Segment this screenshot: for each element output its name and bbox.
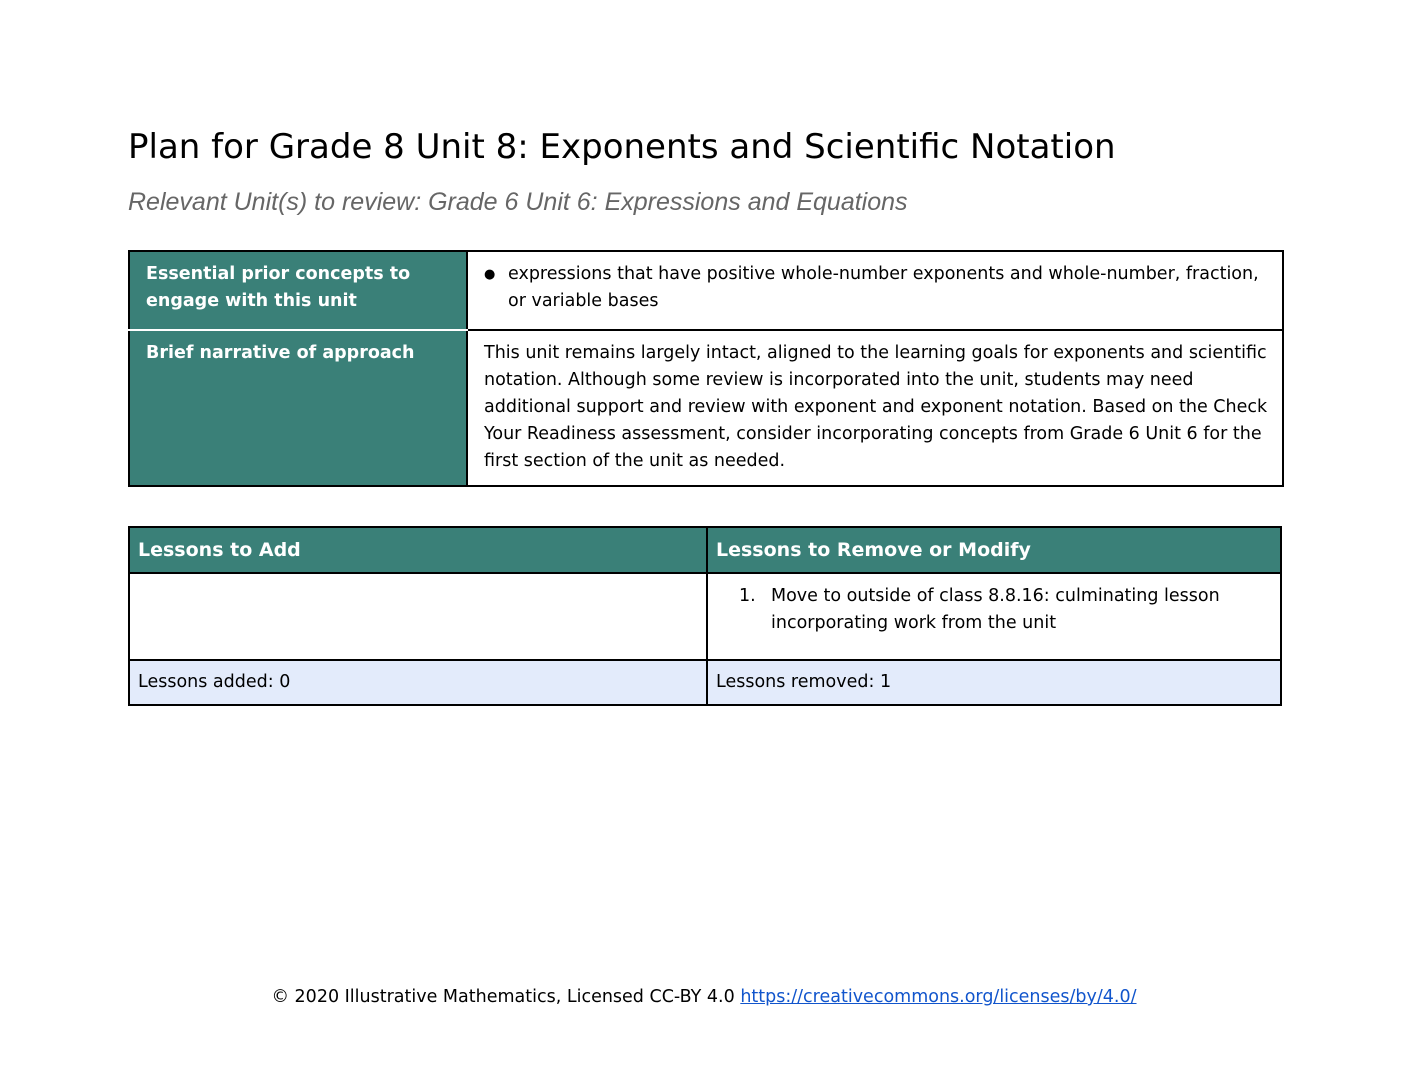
table-row — [129, 573, 1281, 660]
narrative-label: Brief narrative of approach — [129, 330, 467, 486]
list-item — [739, 583, 1266, 637]
page-footer — [0, 984, 1408, 1011]
table-row — [129, 330, 1283, 486]
lessons-added-total: Lessons added: 0 — [129, 660, 707, 705]
lessons-removed-total: Lessons removed: 1 — [707, 660, 1281, 705]
list-item: ● expressions that have positive whole-number exponents and whole-number, fraction, or variable bases — [508, 261, 1268, 315]
lessons-to-remove-header: Lessons to Remove or Modify — [707, 527, 1281, 573]
page-title: Plan for Grade 8 Unit 8: Exponents and Scientific Notation — [128, 127, 1116, 167]
lessons-to-add-cell — [129, 573, 707, 660]
lessons-to-add-header: Lessons to Add — [129, 527, 707, 573]
license-link[interactable]: https://creativecommons.org/licenses/by/4.0/ — [740, 987, 1137, 1007]
list-item-text: Move to outside of class 8.8.16: culminating lesson incorporating work from the unit — [771, 586, 1220, 633]
prior-concepts-label: Essential prior concepts to engage with this unit — [129, 251, 467, 330]
totals-row — [129, 660, 1281, 705]
table-header-row — [129, 527, 1281, 573]
prior-concepts-list — [484, 261, 1268, 315]
page-subtitle: Relevant Unit(s) to review: Grade 6 Unit 6: Expressions and Equations — [128, 188, 908, 216]
table-row — [129, 251, 1283, 330]
list-item-number: 1. — [739, 586, 756, 606]
lessons-table — [128, 526, 1282, 706]
lessons-to-remove-list — [716, 583, 1266, 637]
prior-concepts-value — [467, 251, 1283, 330]
unit-info-table — [128, 250, 1284, 487]
narrative-text: This unit remains largely intact, aligned to the learning goals for exponents and scientific notation. Although some review is incorporated into the unit, students may need additional support and review with exponent and exponent notation. Based on the Check Your Readiness assessment, consider incorporating concepts from Grade 6 Unit 6 for the first section of the unit as needed. — [467, 330, 1283, 486]
copyright-text: © 2020 Illustrative Mathematics, Licensed CC-BY 4.0 — [271, 987, 735, 1007]
lessons-to-remove-cell — [707, 573, 1281, 660]
